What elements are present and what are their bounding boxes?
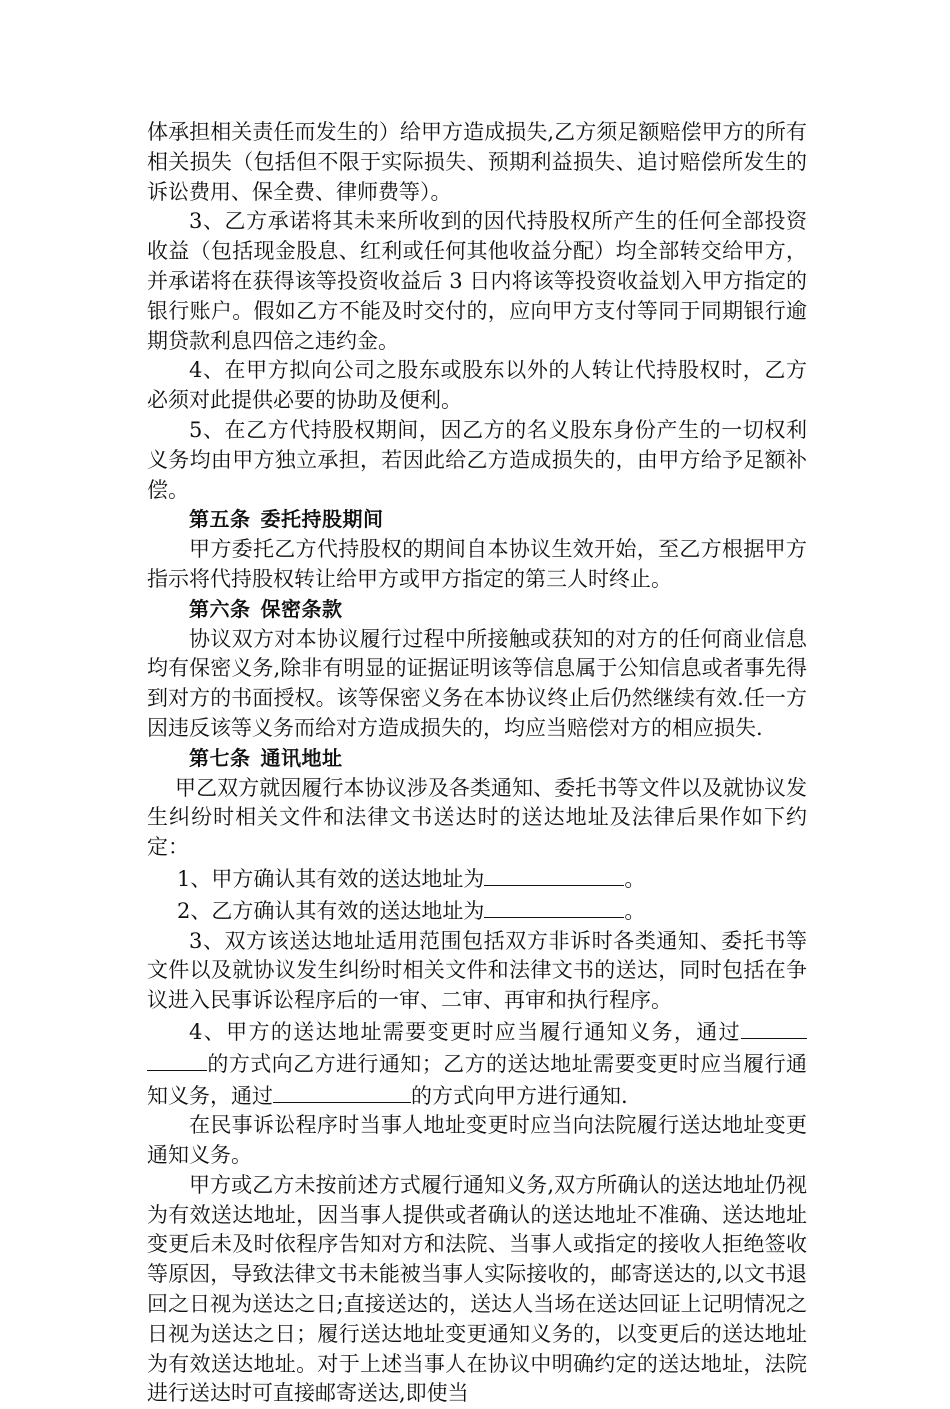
article-5-number: 第五条 [189, 507, 251, 532]
article-7-para-service-effect: 甲方或乙方未按前述方式履行通知义务,双方所确认的送达地址仍视为有效送达地址，因当事人提供或者确认的送达地址不准确、送达地址变更后未及时依程序告知对方和法院、当事人或指定的接收人拒绝签收等原因，导致法律文书未能被当事人实际接收的，邮寄送达的,以文书退回之日视为送达之日;直接送达的，送达人当场在送达回证上记明情况之日视为送达之日；履行送达地址变更通知义务的，以变更后的送达地址为有效送达地址。对于上述当事人在协议中明确约定的送达地址，法院进行送达时可直接邮寄送达,即使当 [147, 1172, 807, 1406]
article-6-heading [147, 595, 807, 625]
article-7-title: 通讯地址 [260, 745, 343, 770]
article-6-body: 协议双方对本协议履行过程中所接触或获知的对方的任何商业信息均有保密义务,除非有明显的证据证明该等信息属于公知信息或者事先得到对方的书面授权。该等保密义务在本协议终止后仍然继续有效.任一方因违反该等义务而给对方造成损失的，均应当赔偿对方的相应损失. [147, 626, 807, 740]
item-1-text: 1、甲方确认其有效的送达地址为 [177, 866, 485, 891]
article-5-title: 委托持股期间 [260, 507, 384, 532]
party-b-address-blank[interactable] [484, 895, 624, 918]
article-6-number: 第六条 [189, 596, 251, 621]
item-2-suffix: 。 [624, 898, 646, 923]
item-4-part-c: 的方式向甲方进行通知. [411, 1083, 628, 1108]
article-7-item-2 [147, 895, 807, 927]
article-6-title: 保密条款 [260, 596, 343, 621]
article-7-item-3: 3、双方该送达地址适用范围包括双方非诉时各类通知、委托书等文件以及就协议发生纠纷时相关文件和法律文书的送达，同时包括在争议进入民事诉讼程序后的一审、二审、再审和执行程序。 [147, 928, 807, 1013]
party-a-notice-method-blank-cont[interactable] [147, 1048, 207, 1071]
article-7-number: 第七条 [189, 745, 251, 770]
item-4-part-b: 的方式向乙方进行通知；乙方的送达地址需要变更时应当履行通知义务，通过 [147, 1051, 807, 1108]
item-2-text: 2、乙方确认其有效的送达地址为 [177, 898, 485, 923]
clause-5-nominal-shareholder: 5、在乙方代持股权期间，因乙方的名义股东身份产生的一切权利义务均由甲方独立承担，若因此给乙方造成损失的，由甲方给予足额补偿。 [147, 417, 807, 502]
clause-4-transfer-assistance: 4、在甲方拟向公司之股东或股东以外的人转让代持股权时，乙方必须对此提供必要的协助及便利。 [147, 358, 807, 413]
party-a-address-blank[interactable] [484, 863, 624, 886]
item-1-suffix: 。 [624, 866, 646, 891]
party-a-notice-method-blank[interactable] [741, 1016, 807, 1039]
party-b-notice-method-blank[interactable] [273, 1080, 411, 1103]
article-7-intro: 甲乙双方就因履行本协议涉及各类通知、委托书等文件以及就协议发生纠纷时相关文件和法律文书送达时的送达地址及法律后果作如下约定： [147, 775, 807, 860]
article-7-item-1 [147, 863, 807, 895]
item-4-part-a: 4、甲方的送达地址需要变更时应当履行通知义务，通过 [189, 1019, 741, 1044]
paragraph-liability-continued: 体承担相关责任而发生的）给甲方造成损失,乙方须足额赔偿甲方的所有相关损失（包括但不限于实际损失、预期利益损失、追讨赔偿所发生的诉讼费用、保全费、律师费等）。 [147, 120, 807, 204]
article-7-heading [147, 744, 807, 774]
article-5-body: 甲方委托乙方代持股权的期间自本协议生效开始，至乙方根据甲方指示将代持股权转让给甲方或甲方指定的第三人时终止。 [147, 537, 807, 591]
article-5-heading [147, 505, 807, 535]
article-7-para-court-address: 在民事诉讼程序时当事人地址变更时应当向法院履行送达地址变更通知义务。 [147, 1113, 807, 1168]
document-body [147, 118, 807, 1409]
article-7-item-4 [147, 1016, 807, 1111]
clause-3-investment-income: 3、乙方承诺将其未来所收到的因代持股权所产生的任何全部投资收益（包括现金股息、红利或任何其他收益分配）均全部转交给甲方，并承诺将在获得该等投资收益后 3 日内将该等投资收益划入甲方指定的银行账户。假如乙方不能及时交付的，应向甲方支付等同于同期银行逾期贷款利息四倍之违约金。 [147, 209, 807, 353]
